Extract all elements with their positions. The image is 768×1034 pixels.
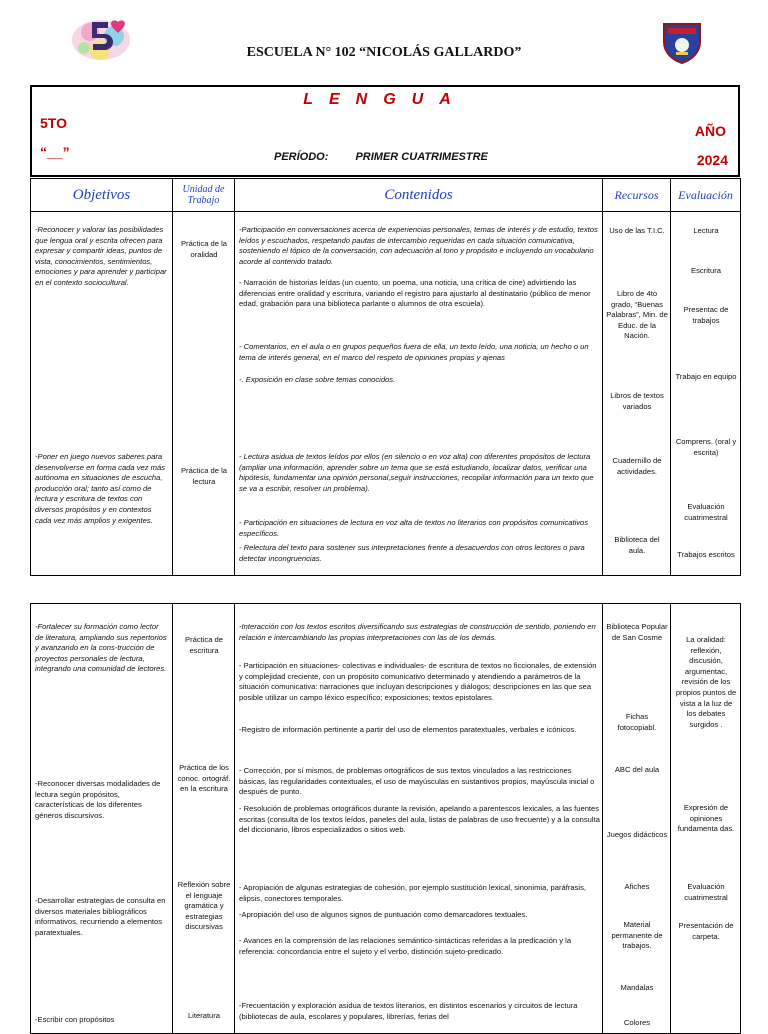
recurso-text: Libro de 4to grado, “Buenas Palabras”, Min. de Educ. de la Nación.: [606, 289, 668, 341]
objetivo-text: -Escribir con propósitos: [35, 1015, 115, 1024]
unidad-text: Reflexión sobre el lenguaje gramática y estrategias discursivas: [177, 880, 231, 932]
unidad-text: Literatura: [187, 1011, 221, 1020]
unidad-cell: [173, 604, 235, 1034]
contenido-text: -Registro de información pertinente a partir del uso de elementos paratextuales, verbales e icónicos.: [239, 725, 577, 734]
recurso-text: Mandalas: [620, 983, 654, 992]
contenido-text: -Interacción con los textos escritos diversificando sus estrategias de construcción de sentido, poniendo en relación e intercambiando las propias interpretaciones con las de los demás.: [239, 622, 596, 642]
contenido-text: - Comentarios, en el aula o en grupos pequeños fuera de ella, un texto leído, una noticia, un hecho o un tema de interés general, en el marco del respeto de opiniones propias y ajenas: [239, 342, 589, 362]
recurso-text: Biblioteca Popular de San Cosme: [606, 622, 668, 642]
objetivo-text: -Reconocer y valorar las posibilidades que lengua oral y escrita ofrecen para expresar y compartir ideas, puntos de vista, conocimientos, sentimientos, emociones y para aprender y participar en el contexto sociocultural.: [35, 225, 167, 287]
unidad-text: Práctica de la lectura: [180, 466, 227, 486]
evaluacion-cell: [671, 212, 741, 576]
unidad-text: Práctica de escritura: [185, 635, 223, 655]
contenido-text: - Resolución de problemas ortográficos durante la revisión, apelando a parentescos lexicales, a las fuentes escritas (consulta de los textos leídos, paneles del aula, listas de palabras de uso frecuente) y a la consulta del diccionario, libros especializados o sitios web.: [239, 804, 600, 835]
planning-table-1: [30, 178, 741, 576]
period-line: [274, 151, 488, 163]
contenido-text: -Participación en conversaciones acerca de experiencias personales, temas de interés y de estudio, textos leídos y escuchados, respetando pautas de intercambio requeridas en cada situación comunicativa, sosteniendo el tópico de la conversación, con adecuación al tono y propósito e incluyendo un vocabulario acorde al contenido tratado.: [239, 225, 598, 266]
header-contenidos: Contenidos: [235, 179, 603, 212]
contenido-text: - Corrección, por sí mismos, de problemas ortográficos de sus textos vinculados a las restricciones básicas, las regularidades contextuales, el uso de mayúsculas en sustantivos propios, mayúscula inicial o después de punto.: [239, 766, 595, 797]
header-recursos: Recursos: [603, 179, 671, 212]
contenido-text: - Narración de historias leídas (un cuento, un poema, una noticia, una crítica de cine) advirtiendo las diferencias entre oralidad y escritura, variando el registro para ajustarlo al destinatario (público de menor edad, grabación para una biblioteca parlante o alumnos de otra escuela).: [239, 278, 591, 309]
contenidos-cell: [235, 212, 603, 576]
table-row: [31, 604, 741, 1034]
evaluacion-text: Evaluación cuatrimestral: [684, 882, 728, 902]
objetivos-cell: [31, 604, 173, 1034]
recurso-text: Material permanente de trabajos.: [611, 920, 663, 951]
unidad-text: Práctica de la oralidad: [180, 239, 227, 259]
recurso-text: Libros de textos variados: [610, 391, 664, 411]
objetivo-text: -Reconocer diversas modalidades de lectura según propósitos, características de los diferentes géneros discursivos.: [35, 779, 161, 820]
contenido-text: -Frecuentación y exploración asidua de textos literarios, en distintos escenarios y circuitos de lectura (bibliotecas de aula, escolares y populares, librerías, ferias del: [239, 1001, 578, 1021]
evaluacion-text: La oralidad: reflexión, discusión, argumentac, revisión de los propios puntos de vista a la luz de los debates surgidos .: [675, 635, 737, 729]
recursos-cell: [603, 212, 671, 576]
recurso-text: Cuadernillo de actividades.: [612, 456, 662, 476]
subject-title: LENGUA: [303, 91, 467, 108]
contenido-text: - Relectura del texto para sostener sus interpretaciones frente a desacuerdos con otros lectores o para detectar incongruencias.: [239, 543, 585, 563]
header-unidad: Unidad de Trabajo: [173, 179, 235, 212]
recurso-text: Biblioteca del aula.: [614, 535, 660, 555]
subject-header-box: [30, 85, 740, 177]
period-value: PRIMER CUATRIMESTRE: [355, 151, 488, 163]
evaluacion-text: Expresión de opiniones fundamenta das.: [677, 803, 735, 834]
contenido-text: -. Exposición en clase sobre temas conocidos.: [239, 375, 396, 384]
recursos-cell: [603, 604, 671, 1034]
table-row: [31, 212, 741, 576]
recurso-text: ABC del aula: [614, 765, 660, 774]
objetivo-text: -Desarrollar estrategias de consulta en diversos materiales bibliográficos informativos, recurriendo a elementos paratextuales.: [35, 896, 166, 937]
contenidos-cell: [235, 604, 603, 1034]
evaluacion-text: Presentación de carpeta.: [678, 921, 734, 941]
contenido-text: - Participación en situaciones- colectivas e individuales- de escritura de textos no ficcionales, de extensión y complejidad creciente, con un propósito comunicativo determinado y atendiendo a parámetros de la situación comunicativa: narraciones que incluyan descripciones y diálogos; descripciones en las que sea posible utilizar un campo léxico específico; exposiciones; textos epistolares.: [239, 661, 597, 702]
recurso-text: Afiches: [624, 882, 650, 891]
contenido-text: - Participación en situaciones de lectura en voz alta de textos no literarios con propósitos comunicativos específicos.: [239, 518, 589, 538]
objetivo-text: -Poner en juego nuevos saberes para desenvolverse en forma cada vez más autónoma en situaciones de escucha, producción oral; tanto así como de lectura y escritura de textos con diversos propósitos y en contextos cada vez más amplios y exigentes.: [35, 452, 166, 525]
recurso-text: Uso de las T.I.C.: [609, 226, 665, 235]
period-label: PERÍODO:: [274, 151, 329, 163]
evaluacion-text: Escritura: [691, 266, 721, 275]
recurso-text: Colores: [623, 1018, 651, 1027]
evaluacion-text: Trabajos escritos: [677, 550, 735, 559]
grade-label: 5TO: [40, 115, 67, 131]
recurso-text: Fichas fotocopiabl.: [617, 712, 657, 732]
objetivos-cell: [31, 212, 173, 576]
evaluacion-cell: [671, 604, 741, 1034]
section-label: “__”: [40, 144, 70, 160]
year-label: AÑO: [694, 123, 726, 139]
evaluacion-text: Presentac de trabajos: [683, 305, 729, 325]
evaluacion-text: Lectura: [693, 226, 719, 235]
header-evaluacion: Evaluación: [671, 179, 741, 212]
unidad-cell: [173, 212, 235, 576]
recurso-text: Juegos didácticos: [606, 830, 668, 839]
evaluacion-text: Evaluación cuatrimestral: [684, 502, 728, 522]
year-value: 2024: [696, 152, 728, 168]
contenido-text: -Apropiación del uso de algunos signos de puntuación como demarcadores textuales.: [239, 910, 528, 919]
school-name: ESCUELA N° 102 “NICOLÁS GALLARDO”: [246, 45, 522, 60]
unidad-text: Práctica de los conoc. ortográf. en la escritura: [177, 763, 231, 794]
table-header-row: [31, 179, 741, 212]
evaluacion-text: Comprens. (oral y escrita): [675, 437, 737, 457]
contenido-text: - Lectura asidua de textos leídos por ellos (en silencio o en voz alta) con diferentes propósitos de lectura (ampliar una información, aprender sobre un tema que se está estudiando, localizar datos, verificar una hipótesis, fundamentar una opinión personal,seguir instrucciones, recopilar información para un texto que se va a escribir, resolver un problema).: [239, 452, 594, 493]
contenido-text: - Avances en la comprensión de las relaciones semántico-sintácticas referidas a la predicación y la referencia: concordancia entre el sujeto y el verbo, distinción sujeto-predicado.: [239, 936, 572, 956]
objetivo-text: -Fortalecer su formación como lector de literatura, ampliando sus repertorios y avanzando en la cons-trucción de proyectos personales de lectura, integrando una comunidad de lectores.: [35, 622, 167, 674]
contenido-text: - Apropiación de algunas estrategias de cohesión, por ejemplo sustitución lexical, sinonimia, paráfrasis, elipsis, conectores temporales.: [239, 883, 586, 903]
evaluacion-text: Trabajo en equipo: [675, 372, 737, 381]
planning-table-2: [30, 603, 741, 1034]
header-objetivos: Objetivos: [31, 179, 173, 212]
